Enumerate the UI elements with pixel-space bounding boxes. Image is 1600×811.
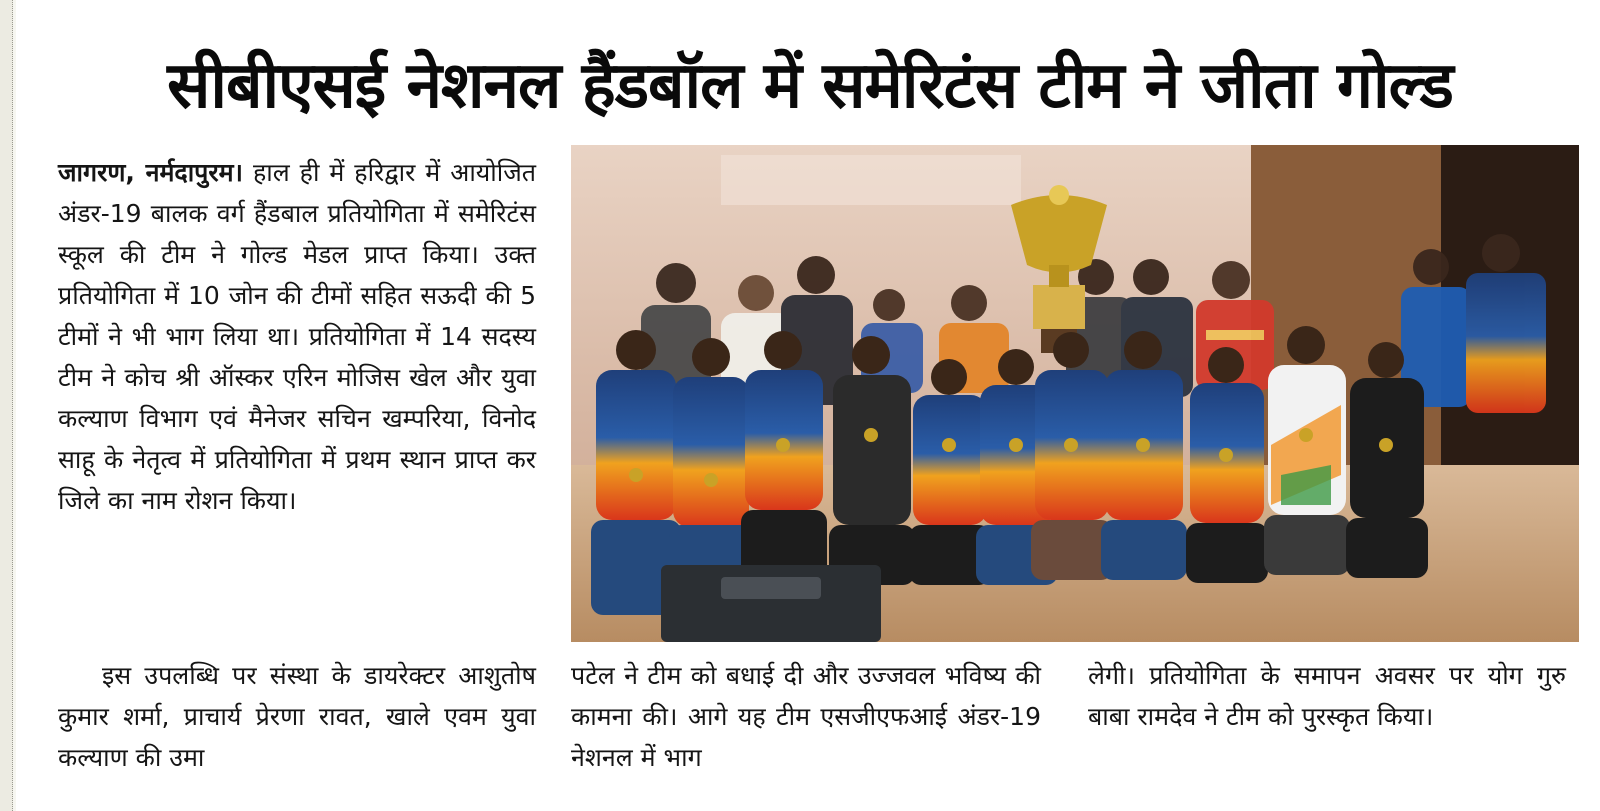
team-photo bbox=[571, 145, 1579, 642]
headline: सीबीएसई नेशनल हैंडबॉल में समेरिटंस टीम ने जीता गोल्ड bbox=[167, 49, 1453, 123]
page-margin bbox=[0, 0, 13, 811]
article-column-1-continued bbox=[58, 655, 536, 785]
article-paragraph: लेगी। प्रतियोगिता के समापन अवसर पर योग गुरु बाबा रामदेव ने टीम को पुरस्कृत किया। bbox=[1088, 661, 1566, 731]
dateline: जागरण, नर्मदापुरम। bbox=[58, 158, 244, 187]
article-body-text: हाल ही में हरिद्वार में आयोजित अंडर-19 बालक वर्ग हैंडबाल प्रतियोगिता में समेरिटंस स्कूल की टीम ने गोल्ड मेडल प्राप्त किया। उक्त प्रतियोगिता में 10 जोन की टीमों सहित सऊदी की 5 टीमों ने भी भाग लिया था। प्रतियोगिता में 14 सदस्य टीम ने कोच श्री ऑस्कर एरिन मोजिस खेल और युवा कल्याण विभाग एवं मैनेजर सचिन खम्परिया, विनोद साहू के नेतृत्व में प्रतियोगिता में प्रथम स्थान प्राप्त कर जिले का नाम रोशन किया। bbox=[58, 158, 537, 515]
article-paragraph: इस उपलब्धि पर संस्था के डायरेक्टर आशुतोष कुमार शर्मा, प्राचार्य प्रेरणा रावत, खाले एवम युवा कल्याण की उमा bbox=[58, 661, 536, 772]
article-column-1 bbox=[58, 152, 536, 642]
article-column-3 bbox=[1088, 655, 1566, 785]
article-column-2 bbox=[571, 655, 1041, 785]
article-paragraph: पटेल ने टीम को बधाई दी और उज्जवल भविष्य की कामना की। आगे यह टीम एसजीएफआई अंडर-19 नेशनल में भाग bbox=[571, 661, 1041, 772]
speaker-box bbox=[661, 565, 881, 642]
